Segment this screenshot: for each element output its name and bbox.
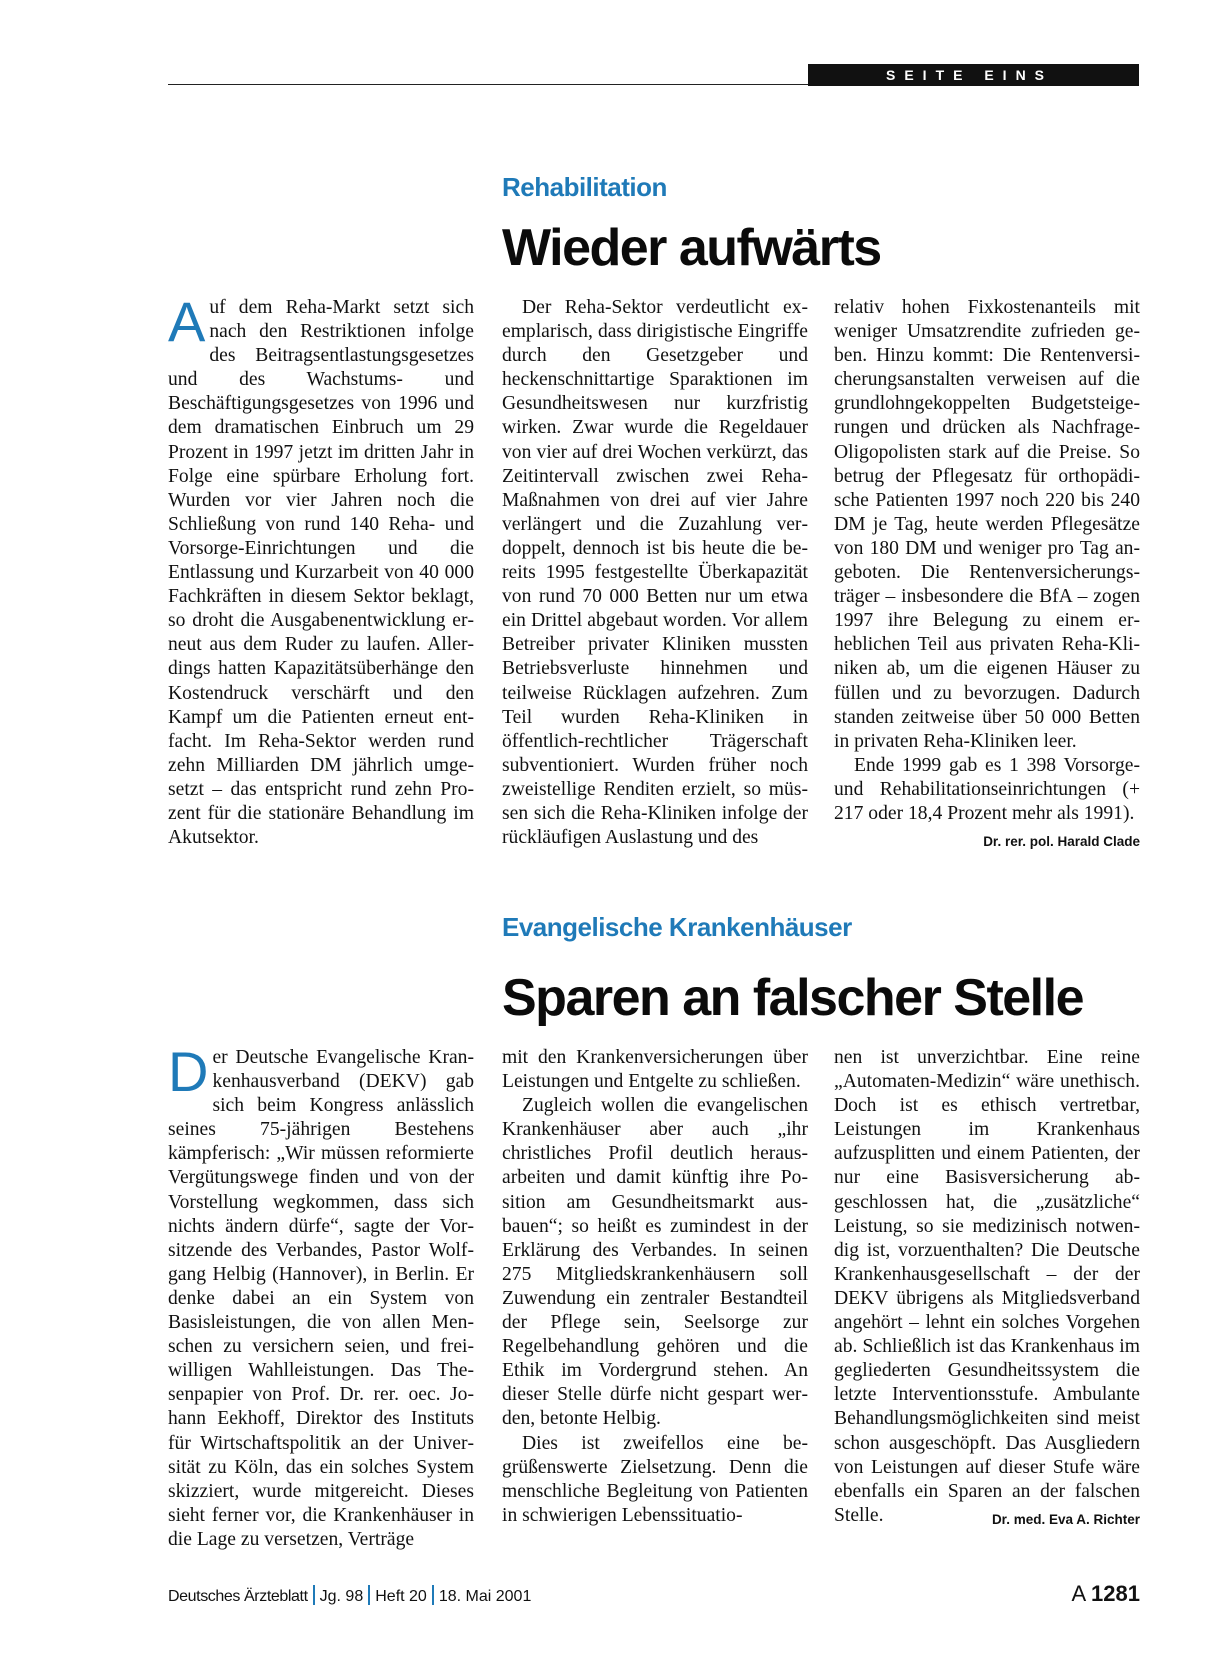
- article-2-column-1: [168, 1040, 474, 1552]
- article-2-col2b-text: Zugleich wollen die evangelischen Krankenhäuser aber auch „ihr christliches Profil deutlich herausarbeiten und damit künftig ihre Position am Gesundheitsmarkt ausbauen“; so heißt es zumindest in der Erklärung des Verbandes. In seinen 275 Mitgliedskrankenhäusern soll Zuwendung ein zentraler Bestandteil der Pflege sein, Seelsorge zur Regelbehandlung gehören und die Ethik im Vordergrund stehen. An dieser Stelle dürfe nicht gespart werden, betonte Helbig.: [502, 1095, 808, 1430]
- article-1-col2-text: Der Reha-Sektor verdeutlicht exemplarisch, dass dirigistische Eingriffe durch den Gesetzgeber und heckenschnittartige Sparaktionen im Gesundheitswesen nur kurzfristig wirken. Zwar wurde die Regeldauer von vier auf drei Wochen verkürzt, das Zeitintervall zwischen zwei Reha-Maßnahmen von drei auf vier Jahre verlängert und die Zuzahlung verdoppelt, dennoch ist bis heute die bereits 1995 festgestellte Überkapazität von rund 70 000 Betten nur um etwa ein Drittel abgebaut worden. Vor allem Betreiber privater Kliniken mussten Betriebsverluste hinnehmen und teilweise Rücklagen aufzehren. Zum Teil wurden Reha-Kliniken in öffentlich-rechtlicher Trägerschaft subventioniert. Wurden früher noch zweistellige Renditen erzielt, so müssen sich die Reha-Kliniken infolge der rückläufigen Auslastung und des: [502, 297, 808, 849]
- footer-date: 18. Mai 2001: [438, 1588, 532, 1605]
- article-2-dropcap: D: [168, 1040, 209, 1103]
- page-footer: [168, 1581, 1140, 1611]
- footer-issue: Heft 20: [375, 1588, 427, 1605]
- article-1-kicker: Rehabilitation: [502, 172, 667, 202]
- article-2-col1-text: er Deutsche Evangelische Krankenhausverband (DEKV) gab sich beim Kongress anlässlich seines 75-jährigen Bestehens kämpferisch: „Wir müssen reformierte Vergütungswege finden und von der Vorstellung wegkommen, dass sich nichts ändern dürfe“, sagte der Vorsitzende des Verbandes, Pastor Wolfgang Helbig (Hannover), in Berlin. Er denke dabei an ein System von Basisleistungen, die von allen Menschen zu versichern seien, und freiwilligen Wahlleistungen. Das Thesenpapier von Prof. Dr. rer. oec. Johann Eekhoff, Direktor des Instituts für Wirtschaftspolitik an der Universität zu Köln, das ein solches System skizziert, wurde mitgereicht. Dieses sieht ferner vor, die Krankenhäuser in die Lage zu versetzen, Verträge: [168, 1047, 474, 1550]
- footer-separator: [313, 1585, 315, 1605]
- article-2-headline: Sparen an falscher Stelle: [502, 969, 1083, 1027]
- article-1-col3-text: relativ hohen Fixkostenanteils mit weniger Umsatzrendite zufrieden geben. Hinzu kommt: Die Rentenversicherungsanstalten verweisen auf die grundlohngekoppelten Budgetsteigerungen und drücken als Nachfrage-Oligopolisten stark auf die Preise. So betrug der Pflegesatz für orthopädische Patienten 1997 noch 220 bis 240 DM je Tag, heute werden Pflegesätze von 180 DM und weniger pro Tag angeboten. Die Rentenversicherungsträger – insbesondere die BfA – zogen 1997 ihre Belegung zu einem erheblichen Teil aus privaten Reha-Kliniken ab, um die eigenen Häuser zu füllen und zu bevorzugen. Dadurch standen zeitweise über 50 000 Betten in privaten Reha-Kliniken leer.: [834, 297, 1140, 752]
- article-2-column-2: [502, 1046, 808, 1528]
- article-2-column-3: [834, 1046, 1140, 1532]
- page-prefix: A: [1071, 1581, 1085, 1606]
- footer-separator: [368, 1585, 370, 1605]
- footer-journal: Deutsches Ärzteblatt: [168, 1588, 308, 1605]
- article-2-author: Dr. med. Eva A. Richter: [991, 1511, 1140, 1527]
- article-2-kicker: Evangelische Krankenhäuser: [502, 912, 852, 942]
- article-1-col1-text: uf dem Reha-Markt setzt sich nach den Restriktionen infolge des Beitragsentlastungsgesetzes und des Wachstums- und Beschäftigungsgesetzes von 1996 und dem dramatischen Einbruch um 29 Prozent in 1997 jetzt im dritten Jahr in Folge eine spürbare Erholung fort. Wurden vor vier Jahren noch die Schließung von rund 140 Reha- und Vorsorge-Einrichtungen und die Entlassung und Kurzarbeit von 40 000 Fachkräften in diesem Sektor beklagt, so droht die Ausgabenentwicklung erneut aus dem Ruder zu laufen. Allerdings hatten Kapazitätsüberhänge den Kostendruck verschärft und den Kampf um die Patienten erneut entfacht. Im Reha-Sektor werden rund zehn Milliarden DM jährlich umgesetzt – das entspricht rund zehn Prozent für die stationäre Behandlung im Akutsektor.: [168, 297, 474, 849]
- page-number-value: 1281: [1091, 1581, 1140, 1606]
- footer-volume: Jg. 98: [319, 1588, 364, 1605]
- article-1-dropcap: A: [168, 290, 206, 353]
- article-1-column-1: [168, 290, 474, 850]
- article-1-col3b-text: Ende 1999 gab es 1 398 Vorsorge- und Rehabilitationseinrichtungen (+ 217 oder 18,4 Prozent mehr als 1991).: [834, 754, 1140, 824]
- article-1-column-3: [834, 296, 1140, 854]
- article-1-headline: Wieder aufwärts: [502, 219, 881, 277]
- article-1-column-2: [502, 296, 808, 850]
- article-2-col3-text: nen ist unverzichtbar. Eine reine „Automaten-Medizin“ wäre unethisch. Doch ist es ethisch vertretbar, Leistungen im Krankenhaus aufzusplitten und einem Patienten, der nur eine Basisversicherung abgeschlossen hat, die „zusätzliche“ Leistung, so sie medizinisch notwendig ist, vorzuenthalten? Die Deutsche Krankenhausgesellschaft – der der DEKV übrigens als Mitgliedsverband angehört – lehnt ein solches Vorgehen ab. Schließlich ist das Krankenhaus im gegliederten Gesundheitssystem die letzte Interventionsstufe. Ambulante Behandlungsmöglichkeiten sind meist schon ausgeschöpft. Das Ausgliedern von Leistungen auf dieser Stufe wäre ebenfalls ein Sparen an der falschen Stelle.: [834, 1047, 1140, 1526]
- article-2-col2c-text: Dies ist zweifellos eine begrüßenswerte Zielsetzung. Denn die menschliche Begleitung von Patienten in schwierigen Lebenssituatio-: [502, 1432, 808, 1526]
- footer-separator: [432, 1585, 434, 1605]
- article-1-author: Dr. rer. pol. Harald Clade: [983, 834, 1140, 850]
- page-number: [1071, 1581, 1140, 1607]
- section-label: SEITE EINS: [808, 64, 1139, 86]
- article-2-col2-text: mit den Krankenversicherungen über Leistungen und Entgelte zu schließen.: [502, 1047, 808, 1093]
